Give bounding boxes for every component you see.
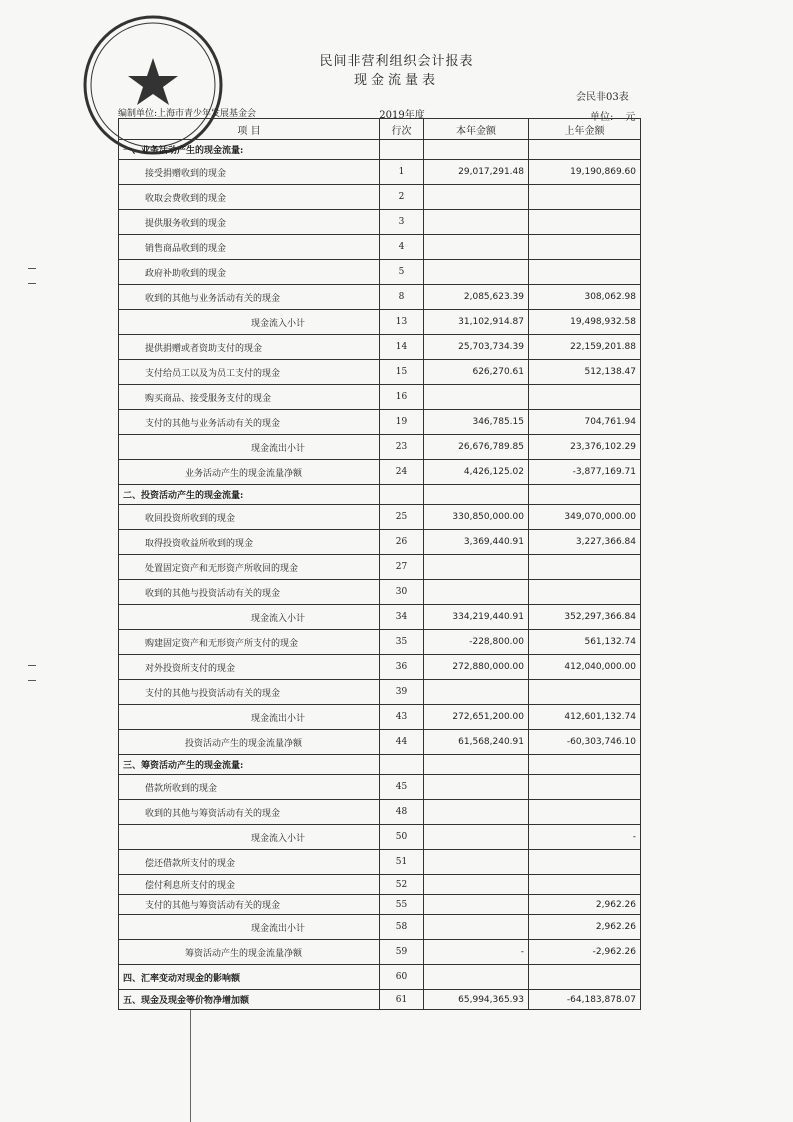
row-current xyxy=(424,755,529,775)
row-item: 二、投资活动产生的现金流量: xyxy=(119,485,380,505)
binding-line xyxy=(190,1010,191,1122)
row-current xyxy=(424,965,529,990)
table-row xyxy=(119,140,641,160)
row-prior: 2,962.26 xyxy=(529,915,641,940)
preparer-org: 编制单位:上海市青少年发展基金会 xyxy=(118,109,257,119)
row-item: 接受捐赠收到的现金 xyxy=(119,160,380,185)
row-item: 支付给员工以及为员工支付的现金 xyxy=(119,360,380,385)
row-item: 收到的其他与筹资活动有关的现金 xyxy=(119,800,380,825)
row-item: 筹资活动产生的现金流量净额 xyxy=(119,940,380,965)
table-row xyxy=(119,260,641,285)
row-item: 一、业务活动产生的现金流量: xyxy=(119,140,380,160)
row-item: 支付的其他与投资活动有关的现金 xyxy=(119,680,380,705)
row-item: 收到的其他与投资活动有关的现金 xyxy=(119,580,380,605)
row-prior xyxy=(529,260,641,285)
row-prior: 412,601,132.74 xyxy=(529,705,641,730)
row-item: 取得投资收益所收到的现金 xyxy=(119,530,380,555)
row-current xyxy=(424,235,529,260)
table-row xyxy=(119,940,641,965)
row-prior xyxy=(529,965,641,990)
table-row xyxy=(119,730,641,755)
row-item: 现金流入小计 xyxy=(119,605,380,630)
row-line: 58 xyxy=(380,915,424,940)
row-item: 政府补助收到的现金 xyxy=(119,260,380,285)
row-line: 48 xyxy=(380,800,424,825)
row-item: 业务活动产生的现金流量净额 xyxy=(119,460,380,485)
row-current xyxy=(424,775,529,800)
table-row xyxy=(119,605,641,630)
row-current xyxy=(424,485,529,505)
table-row xyxy=(119,310,641,335)
row-item: 处置固定资产和无形资产所收回的现金 xyxy=(119,555,380,580)
row-prior: 352,297,366.84 xyxy=(529,605,641,630)
row-prior xyxy=(529,875,641,895)
row-prior: 349,070,000.00 xyxy=(529,505,641,530)
row-current xyxy=(424,875,529,895)
row-current xyxy=(424,915,529,940)
row-item: 三、筹资活动产生的现金流量: xyxy=(119,755,380,775)
row-line: 2 xyxy=(380,185,424,210)
row-line: 51 xyxy=(380,850,424,875)
table-row xyxy=(119,775,641,800)
unit-value: 元 xyxy=(625,112,636,123)
row-prior: -60,303,746.10 xyxy=(529,730,641,755)
row-line: 39 xyxy=(380,680,424,705)
row-line: 55 xyxy=(380,895,424,915)
row-prior xyxy=(529,755,641,775)
report-year: 2019年度 xyxy=(379,110,425,121)
row-prior xyxy=(529,485,641,505)
row-item: 现金流入小计 xyxy=(119,310,380,335)
row-prior xyxy=(529,680,641,705)
row-current xyxy=(424,555,529,580)
row-prior xyxy=(529,800,641,825)
row-current: 65,994,365.93 xyxy=(424,990,529,1010)
row-prior: 22,159,201.88 xyxy=(529,335,641,360)
row-current: 25,703,734.39 xyxy=(424,335,529,360)
row-line: 43 xyxy=(380,705,424,730)
row-prior: 308,062.98 xyxy=(529,285,641,310)
row-item: 收到的其他与业务活动有关的现金 xyxy=(119,285,380,310)
row-current: 272,651,200.00 xyxy=(424,705,529,730)
row-item: 五、现金及现金等价物净增加额 xyxy=(119,990,380,1010)
row-item: 现金流出小计 xyxy=(119,705,380,730)
row-current: 330,850,000.00 xyxy=(424,505,529,530)
row-prior: 2,962.26 xyxy=(529,895,641,915)
report-category: 民间非营利组织会计报表 xyxy=(319,54,474,69)
row-prior: 412,040,000.00 xyxy=(529,655,641,680)
row-current: 4,426,125.02 xyxy=(424,460,529,485)
row-prior xyxy=(529,580,641,605)
table-row xyxy=(119,210,641,235)
row-current: 272,880,000.00 xyxy=(424,655,529,680)
row-line: 5 xyxy=(380,260,424,285)
row-item: 支付的其他与业务活动有关的现金 xyxy=(119,410,380,435)
table-row xyxy=(119,990,641,1010)
row-item: 偿付利息所支付的现金 xyxy=(119,875,380,895)
row-prior: 704,761.94 xyxy=(529,410,641,435)
row-current xyxy=(424,850,529,875)
col-header-prior: 上年金额 xyxy=(529,119,641,140)
row-line xyxy=(380,485,424,505)
row-current: 29,017,291.48 xyxy=(424,160,529,185)
row-current xyxy=(424,185,529,210)
punch-mark xyxy=(28,665,36,666)
table-row xyxy=(119,285,641,310)
row-line: 23 xyxy=(380,435,424,460)
row-line: 34 xyxy=(380,605,424,630)
row-prior xyxy=(529,210,641,235)
row-item: 收回投资所收到的现金 xyxy=(119,505,380,530)
row-prior xyxy=(529,140,641,160)
table-row xyxy=(119,385,641,410)
row-line: 25 xyxy=(380,505,424,530)
col-header-line: 行次 xyxy=(380,119,424,140)
table-row xyxy=(119,185,641,210)
row-item: 四、汇率变动对现金的影响额 xyxy=(119,965,380,990)
row-line: 60 xyxy=(380,965,424,990)
row-current: 26,676,789.85 xyxy=(424,435,529,460)
row-current: -228,800.00 xyxy=(424,630,529,655)
cash-flow-table xyxy=(118,118,641,1010)
table-row xyxy=(119,655,641,680)
row-current xyxy=(424,140,529,160)
table-row xyxy=(119,435,641,460)
row-item: 提供捐赠或者资助支付的现金 xyxy=(119,335,380,360)
row-line: 52 xyxy=(380,875,424,895)
row-prior: 19,498,932.58 xyxy=(529,310,641,335)
row-line: 59 xyxy=(380,940,424,965)
table-row xyxy=(119,235,641,260)
row-line: 26 xyxy=(380,530,424,555)
col-header-item: 项 目 xyxy=(119,119,380,140)
table-row xyxy=(119,530,641,555)
row-item: 支付的其他与筹资活动有关的现金 xyxy=(119,895,380,915)
row-current: 346,785.15 xyxy=(424,410,529,435)
table-row xyxy=(119,360,641,385)
row-prior: -2,962.26 xyxy=(529,940,641,965)
row-current xyxy=(424,680,529,705)
table-row xyxy=(119,850,641,875)
table-row xyxy=(119,680,641,705)
row-line: 4 xyxy=(380,235,424,260)
row-item: 销售商品收到的现金 xyxy=(119,235,380,260)
row-current: 2,085,623.39 xyxy=(424,285,529,310)
row-line: 50 xyxy=(380,825,424,850)
row-prior xyxy=(529,555,641,580)
row-item: 现金流入小计 xyxy=(119,825,380,850)
row-line: 3 xyxy=(380,210,424,235)
row-line xyxy=(380,140,424,160)
row-current: 334,219,440.91 xyxy=(424,605,529,630)
table-row xyxy=(119,410,641,435)
table-row xyxy=(119,800,641,825)
row-current xyxy=(424,895,529,915)
row-prior: 3,227,366.84 xyxy=(529,530,641,555)
row-item: 对外投资所支付的现金 xyxy=(119,655,380,680)
row-item: 购建固定资产和无形资产所支付的现金 xyxy=(119,630,380,655)
table-row xyxy=(119,505,641,530)
row-item: 购买商品、接受服务支付的现金 xyxy=(119,385,380,410)
row-item: 现金流出小计 xyxy=(119,915,380,940)
row-line: 19 xyxy=(380,410,424,435)
table-row xyxy=(119,630,641,655)
row-prior xyxy=(529,850,641,875)
row-current: - xyxy=(424,940,529,965)
table-row xyxy=(119,460,641,485)
table-row xyxy=(119,705,641,730)
row-current: 31,102,914.87 xyxy=(424,310,529,335)
row-line: 8 xyxy=(380,285,424,310)
row-prior xyxy=(529,235,641,260)
row-current xyxy=(424,260,529,285)
row-current xyxy=(424,800,529,825)
row-line: 13 xyxy=(380,310,424,335)
row-current: 3,369,440.91 xyxy=(424,530,529,555)
row-item: 提供服务收到的现金 xyxy=(119,210,380,235)
table-row xyxy=(119,825,641,850)
row-line: 1 xyxy=(380,160,424,185)
punch-mark xyxy=(28,680,36,681)
row-prior: -64,183,878.07 xyxy=(529,990,641,1010)
table-row xyxy=(119,895,641,915)
row-prior: 19,190,869.60 xyxy=(529,160,641,185)
row-line: 15 xyxy=(380,360,424,385)
row-prior xyxy=(529,185,641,210)
row-item: 借款所收到的现金 xyxy=(119,775,380,800)
table-row xyxy=(119,965,641,990)
row-line: 27 xyxy=(380,555,424,580)
table-row xyxy=(119,755,641,775)
row-prior xyxy=(529,775,641,800)
table-row xyxy=(119,335,641,360)
row-prior xyxy=(529,385,641,410)
row-line: 30 xyxy=(380,580,424,605)
table-row xyxy=(119,915,641,940)
row-current: 61,568,240.91 xyxy=(424,730,529,755)
unit-label: 单位: xyxy=(590,112,614,123)
table-row xyxy=(119,485,641,505)
row-line: 35 xyxy=(380,630,424,655)
row-item: 收取会费收到的现金 xyxy=(119,185,380,210)
row-line: 44 xyxy=(380,730,424,755)
row-line: 24 xyxy=(380,460,424,485)
row-prior: -3,877,169.71 xyxy=(529,460,641,485)
row-line: 61 xyxy=(380,990,424,1010)
row-prior: - xyxy=(529,825,641,850)
row-line: 45 xyxy=(380,775,424,800)
row-item: 现金流出小计 xyxy=(119,435,380,460)
row-line: 16 xyxy=(380,385,424,410)
report-title: 现金流量表 xyxy=(353,73,439,88)
table-row xyxy=(119,555,641,580)
row-item: 偿还借款所支付的现金 xyxy=(119,850,380,875)
form-number: 会民非03表 xyxy=(576,92,629,103)
table-header-row xyxy=(119,119,641,140)
row-current xyxy=(424,825,529,850)
punch-mark xyxy=(28,283,36,284)
col-header-current: 本年金额 xyxy=(424,119,529,140)
punch-mark xyxy=(28,268,36,269)
row-prior: 512,138.47 xyxy=(529,360,641,385)
table-row xyxy=(119,580,641,605)
row-line xyxy=(380,755,424,775)
row-item: 投资活动产生的现金流量净额 xyxy=(119,730,380,755)
row-current: 626,270.61 xyxy=(424,360,529,385)
row-current xyxy=(424,385,529,410)
row-line: 36 xyxy=(380,655,424,680)
row-current xyxy=(424,210,529,235)
row-prior: 23,376,102.29 xyxy=(529,435,641,460)
row-line: 14 xyxy=(380,335,424,360)
table-row xyxy=(119,875,641,895)
row-prior: 561,132.74 xyxy=(529,630,641,655)
table-row xyxy=(119,160,641,185)
row-current xyxy=(424,580,529,605)
